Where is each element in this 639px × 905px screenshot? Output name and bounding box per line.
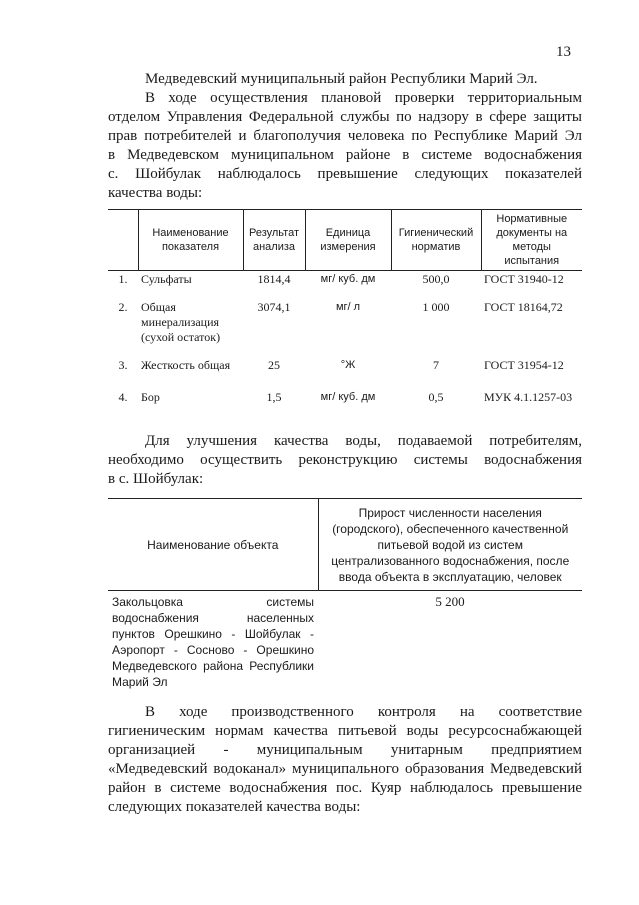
table-row (108, 591, 582, 694)
paragraph-line: Медведевский муниципальный район Республики Марий Эл. (145, 71, 538, 87)
paragraph-line: необходимо осуществить реконструкцию системы водоснабжения (108, 452, 582, 468)
test-method-doc: МУК 4.1.1257-03 (484, 389, 573, 404)
table-header-row (108, 210, 582, 271)
indicator-name: Бор (141, 389, 160, 404)
water-quality-table (108, 209, 582, 423)
row-number: 3. (118, 357, 128, 372)
col-header-unit: Единица измерения (305, 210, 391, 271)
col-header-number (108, 210, 138, 271)
paragraph-line: район в системе водоснабжения пос. Куяр наблюдалось превышение (108, 780, 582, 796)
production-control-paragraph (108, 703, 582, 817)
indicator-name: Общая минерализация (сухой остаток) (141, 299, 221, 344)
reconstruction-paragraph (108, 432, 582, 489)
row-number: 1. (118, 272, 128, 286)
indicator-name: Сульфаты (141, 272, 192, 286)
indicator-name: Жесткость общая (141, 357, 231, 372)
reconstruction-table (108, 498, 582, 693)
paragraph-line: в с. Шойбулак: (108, 471, 204, 487)
paragraph-line: с. Шойбулак наблюдалось превышение следующих показателей (108, 166, 582, 182)
row-number: 4. (118, 389, 128, 404)
paragraph-line: отделом Управления Федеральной службы по надзору в сфере защиты (108, 109, 582, 125)
col-header-object-name: Наименование объекта (108, 499, 318, 591)
col-header-docs: Нормативные документы на методы испытания (481, 210, 582, 271)
table-header-row (108, 499, 582, 591)
population-growth-value: 5 200 (435, 594, 465, 609)
paragraph-line: В ходе осуществления плановой проверки территориальным (145, 90, 582, 106)
paragraph-line: в Медведевском муниципальном районе в системе водоснабжения (108, 147, 582, 163)
unit: мг/ куб. дм (320, 273, 376, 285)
col-header-population-growth: Прирост численности населения (городского), обеспеченного качественной питьевой водой из систем централизованного водоснабжения, после ввода объекта в эксплуатацию, человек (318, 499, 582, 591)
paragraph-line: В ходе производственного контроля на соответствие (145, 704, 582, 720)
test-method-doc: ГОСТ 18164,72 (484, 299, 563, 314)
paragraph-line: качества воды: (108, 185, 203, 201)
hygienic-norm: 1 000 (422, 299, 450, 314)
paragraph-line: следующих показателей качества воды: (108, 799, 361, 815)
table-row (108, 271, 582, 299)
paragraph-line: «Медведевский водоканал» муниципального образования Медведевский (108, 761, 582, 777)
unit: мг/ куб. дм (320, 390, 376, 403)
test-method-doc: ГОСТ 31954-12 (484, 357, 564, 372)
unit: °Ж (340, 358, 356, 371)
paragraph-line: организацией - муниципальным унитарным предприятием (108, 742, 582, 758)
object-name: Закольцовка системы водоснабжения населенных пунктов Орешкино - Шойбулак - Аэропорт - Сосново - Орешкино Медведевского района Республики Марий Эл (112, 595, 314, 689)
table-row (108, 357, 582, 389)
intro-paragraph (108, 70, 582, 203)
hygienic-norm: 500,0 (422, 272, 450, 286)
table-row (108, 299, 582, 357)
col-header-norm: Гигиенический норматив (391, 210, 481, 271)
table-row (108, 389, 582, 423)
paragraph-line: Для улучшения качества воды, подаваемой потребителям, (145, 433, 582, 449)
paragraph-line: прав потребителей и благополучия человека по Республике Марий Эл (108, 128, 582, 144)
row-number: 2. (118, 299, 128, 314)
hygienic-norm: 7 (433, 357, 439, 372)
test-method-doc: ГОСТ 31940-12 (484, 272, 564, 286)
col-header-result: Результат анализа (243, 210, 305, 271)
analysis-result: 25 (268, 357, 280, 372)
analysis-result: 1814,4 (257, 272, 291, 286)
hygienic-norm: 0,5 (428, 389, 444, 404)
analysis-result: 1,5 (266, 389, 282, 404)
col-header-indicator: Наименование показателя (138, 210, 243, 271)
paragraph-line: гигиеническим нормам качества питьевой воды ресурсоснабжающей (108, 723, 582, 739)
page-number: 13 (556, 44, 571, 60)
analysis-result: 3074,1 (257, 299, 291, 314)
unit: мг/ л (335, 300, 361, 313)
